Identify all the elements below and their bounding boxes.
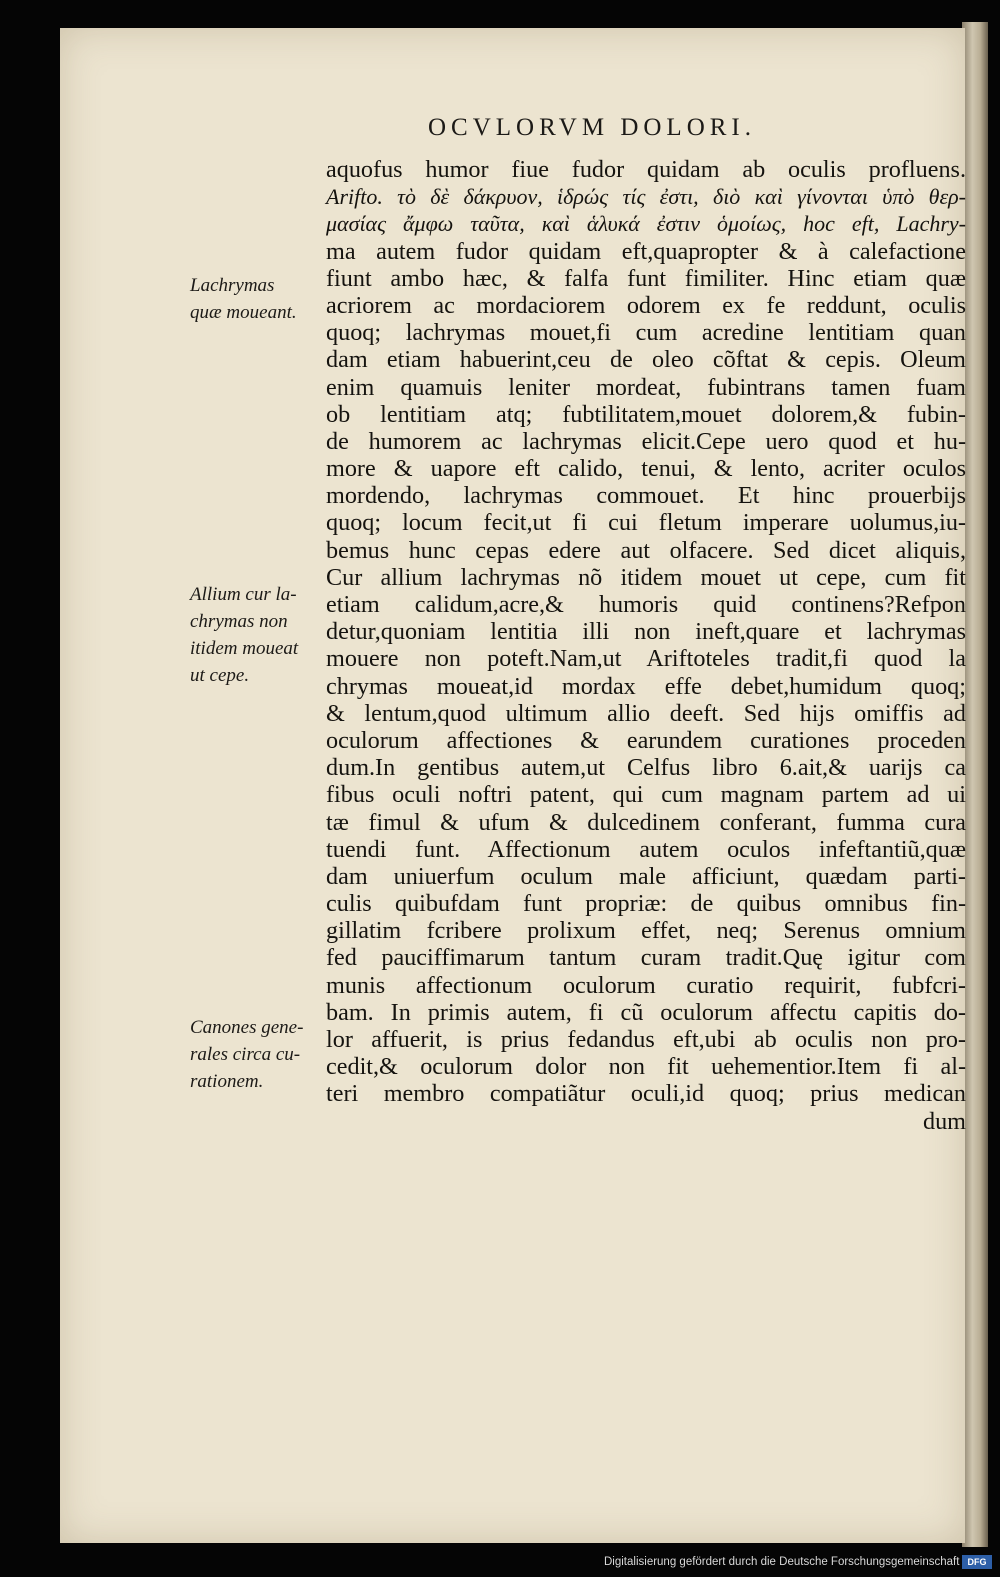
- text-line: Arifto. τὸ δὲ δάκρυον, ἱδρώς τίς ἐστι, διὸ καὶ γίνονται ὑπὸ θερ-: [326, 184, 966, 210]
- text-line: & lentum,quod ultimum allio deeft. Sed hijs omiffis ad: [326, 699, 966, 727]
- text-line: acriorem ac mordaciorem odorem ex fe reddunt, oculis: [326, 291, 966, 319]
- body-text: [326, 156, 966, 1135]
- text-line: μασίας ἄμφω ταῦτα, καὶ ἁλυκά ἐστιν ὁμοίως, hoc eft, Lachry-: [326, 211, 966, 237]
- text-line: cedit,& oculorum dolor non fit uehementior.Item fi al-: [326, 1053, 966, 1081]
- text-line: lor affuerit, is prius fedandus eft,ubi ab oculis non pro-: [326, 1026, 966, 1053]
- text-line: Cur allium lachrymas nõ itidem mouet ut cepe, cum fit: [326, 563, 966, 591]
- text-line: teri membro compatiãtur oculi,id quoq; prius medican: [326, 1080, 966, 1108]
- text-line: mouere non poteft.Nam,ut Ariftoteles tradit,fi quod la: [326, 645, 966, 673]
- margin-note-line: Allium cur la-: [190, 584, 297, 605]
- text-line: more & uapore eft calido, tenui, & lento, acriter oculos: [326, 455, 966, 483]
- catchword: dum: [922, 1107, 966, 1135]
- text-line: enim quamuis leniter mordeat, fubintrans tamen fuam: [326, 373, 966, 401]
- text-line: aquofus humor fiue fudor quidam ab oculis profluens.: [326, 156, 966, 183]
- text-line: fed pauciffimarum tantum curam tradit.Quę igitur com: [326, 944, 966, 972]
- text-line: tæ fimul & ufum & dulcedinem conferant, fumma cura: [326, 808, 966, 836]
- text-line: oculorum affectiones & earundem curationes proceden: [326, 726, 966, 754]
- text-line: de humorem ac lachrymas elicit.Cepe uero quod et hu-: [326, 427, 966, 455]
- margin-note-line: itidem moueat: [190, 638, 299, 659]
- text-line: fiunt ambo hæc, & falfa funt fimiliter. Hinc etiam quæ: [326, 264, 966, 292]
- margin-note-line: Canones gene-: [190, 1017, 304, 1038]
- running-head: OCVLORVM DOLORI.: [428, 114, 756, 141]
- margin-note-line: chrymas non: [190, 611, 288, 632]
- text-line: mordendo, lachrymas commouet. Et hinc prouerbijs: [326, 482, 966, 510]
- margin-note-line: quæ moueant.: [190, 302, 297, 323]
- text-line: chrymas moueat,id mordax effe debet,humidum quoq;: [326, 672, 966, 700]
- text-line: ma autem fudor quidam eft,quapropter & à calefactione: [326, 237, 966, 265]
- text-line: bemus hunc cepas edere aut olfacere. Sed dicet aliquis,: [326, 536, 966, 564]
- margin-note-line: rales circa cu-: [190, 1044, 301, 1065]
- text-line: fibus oculi noftri patent, qui cum magnam partem ad ui: [326, 781, 966, 809]
- margin-note-canones: [190, 1014, 324, 1095]
- text-line: dam etiam habuerint,ceu de oleo cõftat & cepis. Oleum: [326, 346, 966, 374]
- text-line: culis quibufdam funt propriæ: de quibus omnibus fin-: [326, 890, 966, 918]
- text-line: quoq; locum fecit,ut fi cui fletum imperare uolumus,iu-: [326, 509, 966, 537]
- text-line: dum.In gentibus autem,ut Celfus libro 6.ait,& uarijs ca: [326, 754, 966, 782]
- text-line: quoq; lachrymas mouet,fi cum acredine lentitiam quan: [326, 319, 966, 347]
- margin-note-lachrymas: [190, 272, 324, 326]
- text-line: bam. In primis autem, fi cũ oculorum affectu capitis do-: [326, 998, 966, 1026]
- text-line: munis affectionum oculorum curatio requirit, fubfcri-: [326, 971, 966, 999]
- dfg-logo: DFG: [962, 1555, 992, 1569]
- text-line: dam uniuerfum oculum male afficiunt, quædam parti-: [326, 862, 966, 890]
- text-line: etiam calidum,acre,& humoris quid continens?Refpon: [326, 591, 966, 618]
- margin-note-line: rationem.: [190, 1071, 264, 1092]
- margin-note-allium: [190, 581, 324, 689]
- text-line: ob lentitiam atq; fubtilitatem,mouet dolorem,& fubin-: [326, 400, 966, 428]
- margin-note-line: Lachrymas: [190, 275, 275, 296]
- text-line: detur,quoniam lentitia illi non ineft,quare et lachrymas: [326, 618, 966, 646]
- text-line: gillatim fcribere prolixum effet, neq; Serenus omnium: [326, 917, 966, 945]
- margin-note-line: ut cepe.: [190, 665, 250, 686]
- digitization-credit: Digitalisierung gefördert durch die Deutsche Forschungsgemeinschaft: [604, 1556, 960, 1568]
- text-line: tuendi funt. Affectionum autem oculos infeftantiũ,quæ: [326, 835, 966, 863]
